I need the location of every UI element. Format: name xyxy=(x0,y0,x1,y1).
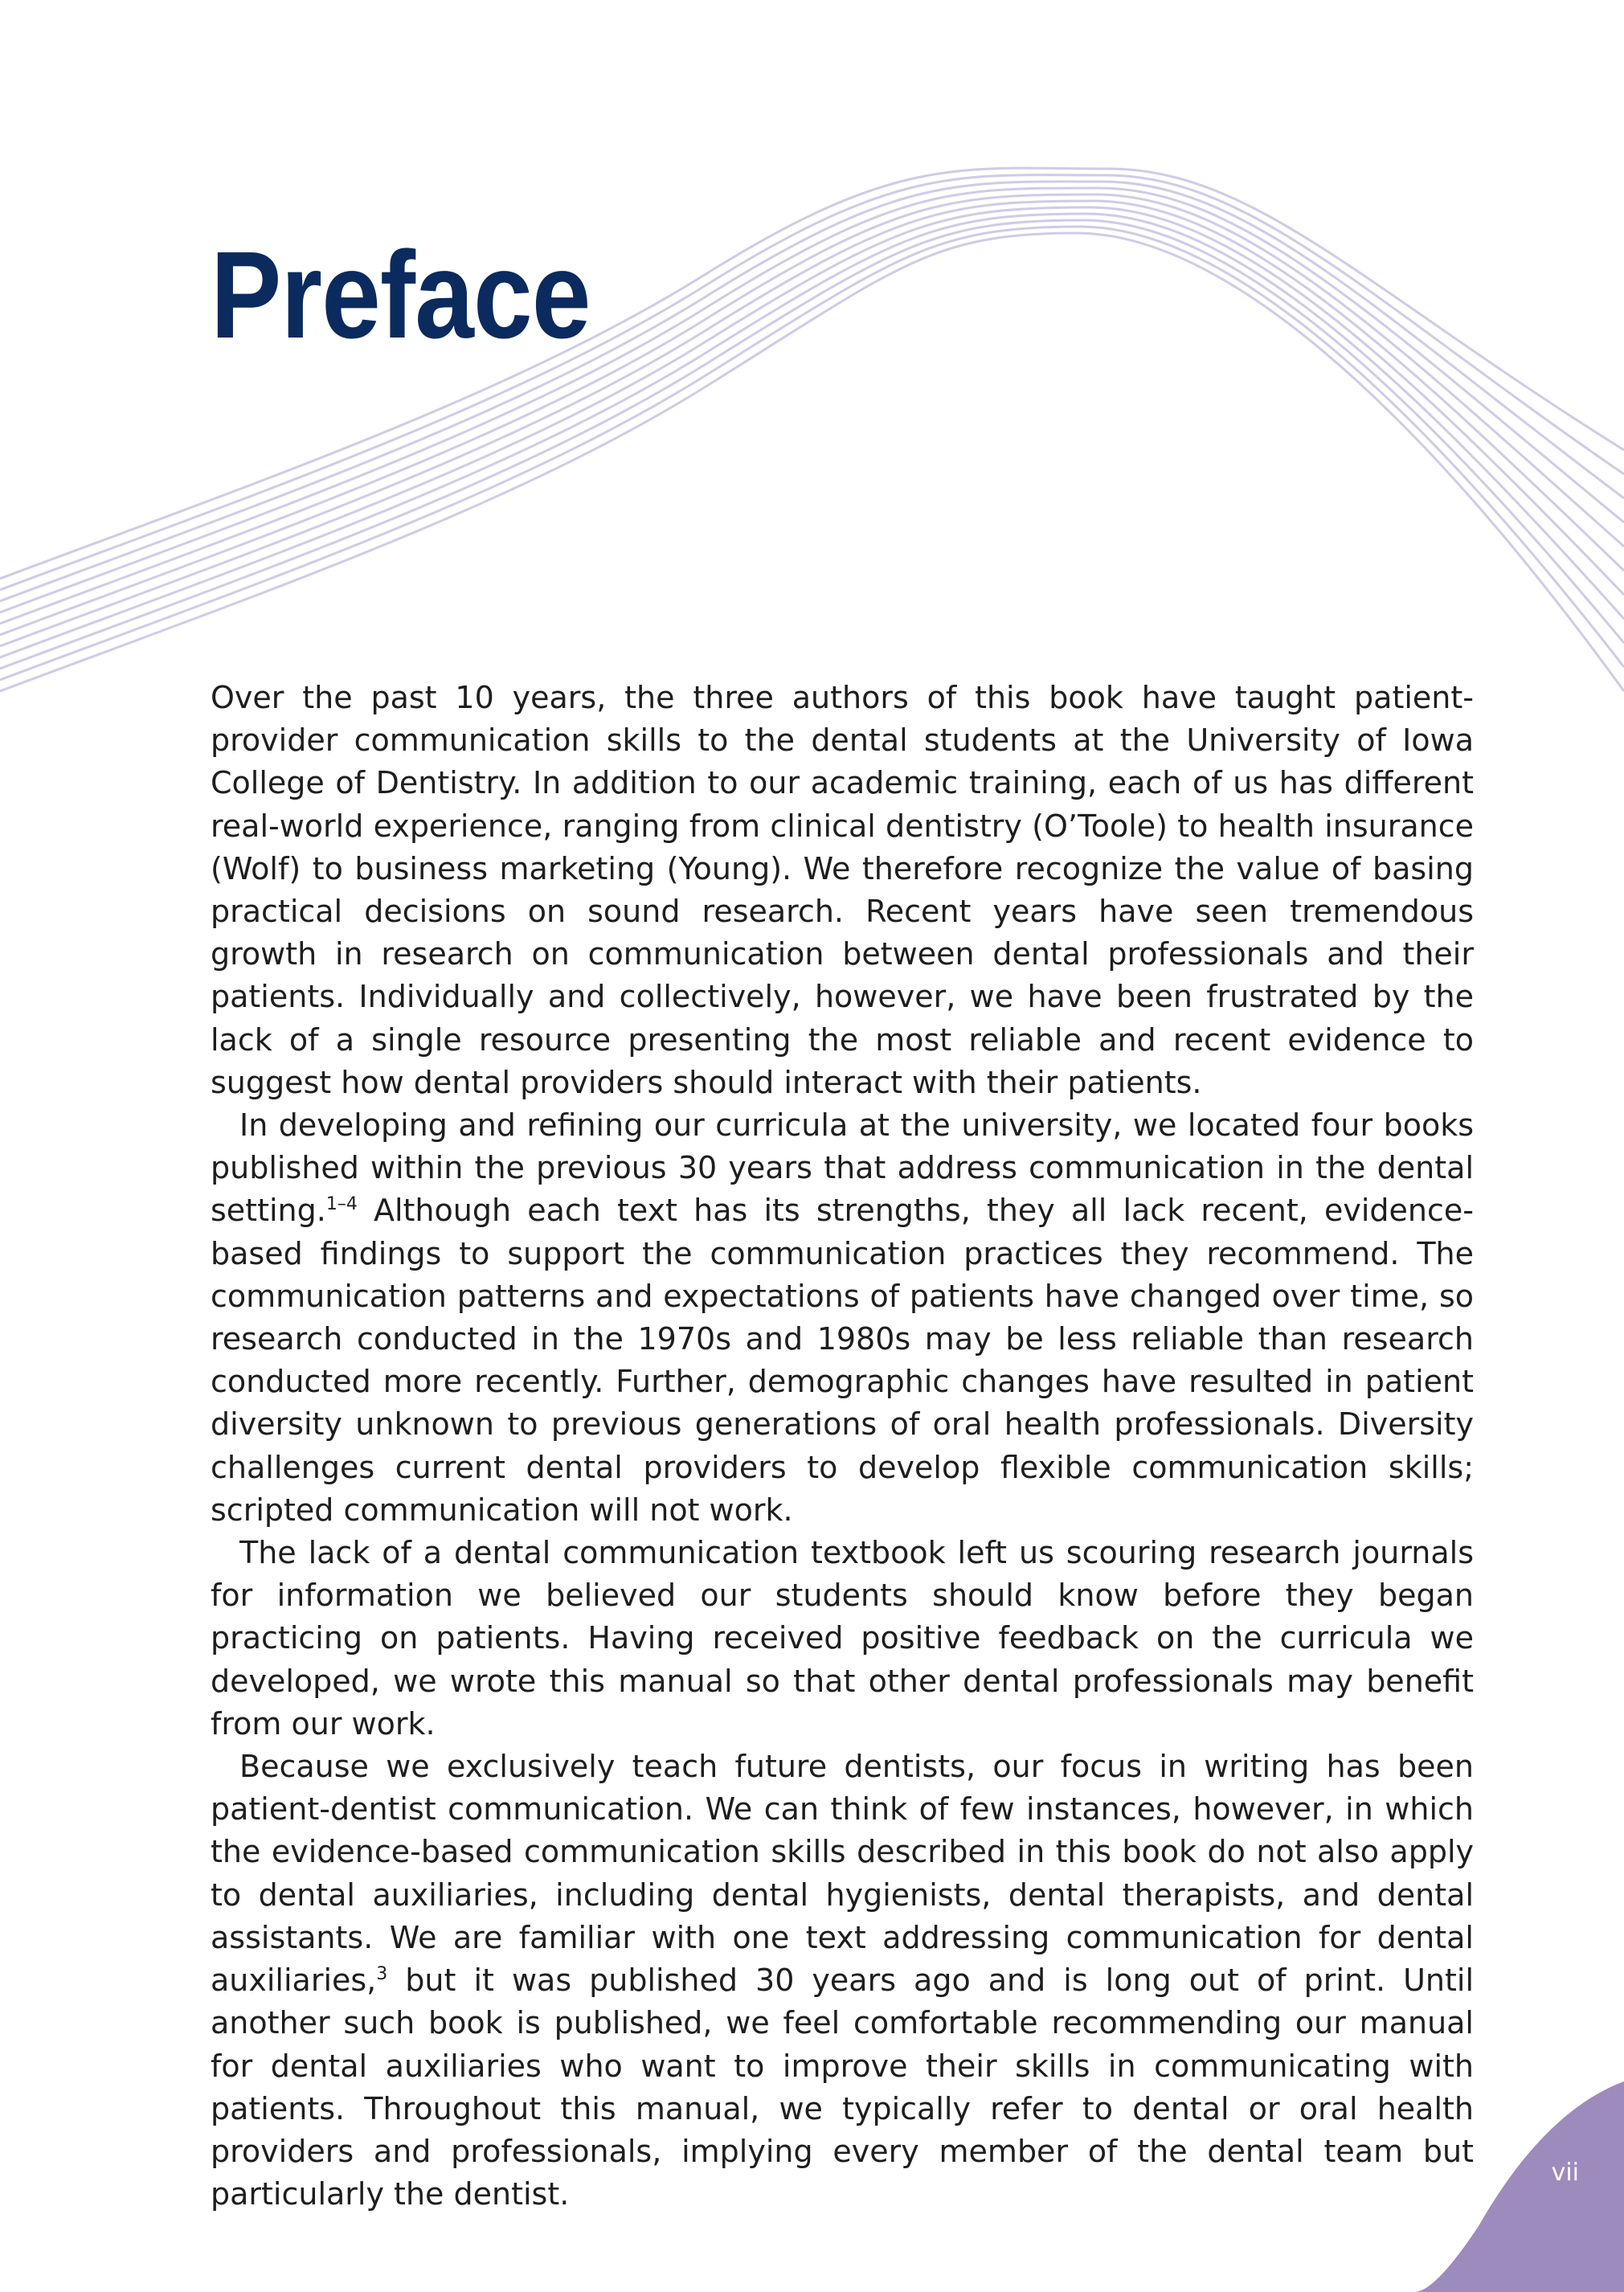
citation-superscript: 3 xyxy=(376,1964,388,1985)
paragraph-4: Because we exclusively teach future dentists, our focus in writing has been patient-dentist communication. We can think of few instances, however, in which the evidence-based communication skills described in this book do not also apply to dental auxiliaries, including dental hygienists, dental therapists, and dental assistants. We are familiar with one text addressing communication for dental auxiliaries,$^3$ but it was published 30 years ago and is long out of print. Until another such book is published, we feel comfortable recommending our manual for dental auxiliaries who want to improve their skills in communicating with patients. Throughout this manual, we typically refer to dental or oral health providers and professionals, implying every member of the dental team but particularly the dentist. xyxy=(211,1749,1474,2212)
page-title: Preface xyxy=(211,226,591,364)
page-number: vii xyxy=(1551,2159,1579,2187)
paragraph-1: Over the past 10 years, the three authors of this book have taught patient-provider communication skills to the dental students at the University of Iowa College of Dentistry. In addition to our academic training, each of us has different real-world experience, ranging from clinical dentistry (O’Toole) to health insurance (Wolf) to business marketing (Young). We therefore recognize the value of basing practical decisions on sound research. Recent years have seen tremendous growth in research on communication between dental professionals and their patients. Individually and collectively, however, we have been frustrated by the lack of a single resource presenting the most reliable and recent evidence to suggest how dental providers should interact with their patients. xyxy=(211,680,1474,1100)
paragraph-2: In developing and refining our curricula at the university, we located four books published within the previous 30 years that address communication in the dental setting.$^{1-4}$ Although each text has its strengths, they all lack recent, evidence-based findings to support the communication practices they recommend. The communication patterns and expectations of patients have changed over time, so research conducted in the 1970s and 1980s may be less reliable than research conducted more recently. Further, demographic changes have resulted in patient diversity unknown to previous generations of oral health professionals. Diversity challenges current dental providers to develop flexible communication skills; scripted communication will not work. xyxy=(211,1107,1474,1528)
paragraph-3: The lack of a dental communication textbook left us scouring research journals for information we believed our students should know before they began practicing on patients. Having received positive feedback on the curricula we developed, we wrote this manual so that other dental professionals may benefit from our work. xyxy=(211,1535,1474,1742)
citation-superscript: 1–4 xyxy=(325,1194,358,1215)
preface-body xyxy=(211,677,1474,2216)
